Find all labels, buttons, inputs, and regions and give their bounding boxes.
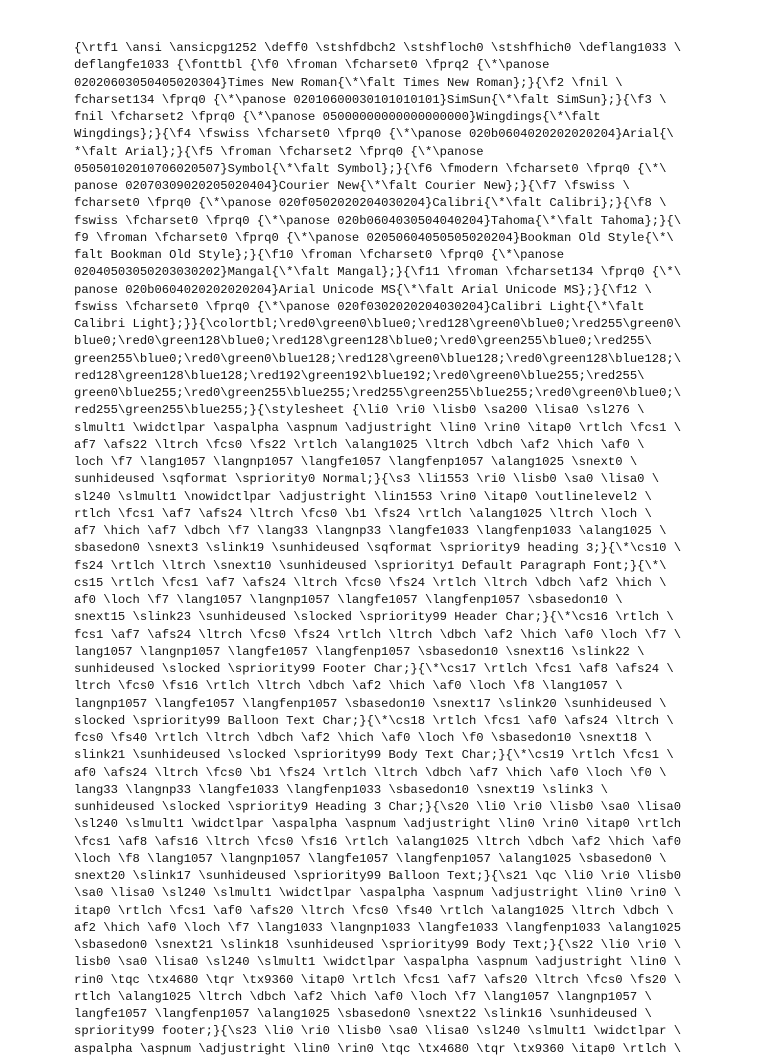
text-line: \sa0 \lisa0 \sl240 \slmult1 \widctlpar \aspalpha \aspnum \adjustright \lin0 \rin0 \: [74, 886, 682, 901]
text-line: Wingdings};}{\f4 \fswiss \fcharset0 \fprq0 {\*\panose 020b0604020202020204}Arial{\: [74, 127, 674, 142]
text-line: af7 \afs22 \ltrch \fcs0 \fs22 \rtlch \alang1025 \ltrch \dbch \af2 \hich \af0 \: [74, 437, 645, 452]
text-line: f9 \froman \fcharset0 \fprq0 {\*\panose 02050604050505020204}Bookman Old Style{\*\: [74, 230, 674, 245]
text-line: \loch \f8 \lang1057 \langnp1057 \langfe1057 \langfenp1057 \alang1025 \sbasedon0 \: [74, 851, 667, 866]
text-line: {\rtf1 \ansi \ansicpg1252 \deff0 \stshfdbch2 \stshfloch0 \stshfhich0 \deflang1033 \: [74, 41, 682, 55]
text-line: fswiss \fcharset0 \fprq0 {\*\panose 020f0302020204030204}Calibri Light{\*\falt: [74, 299, 645, 314]
text-line: \sl240 \slmult1 \widctlpar \aspalpha \aspnum \adjustright \lin0 \rin0 \itap0 \rtlch: [74, 817, 682, 832]
text-line: green0\blue255;\red0\green255\blue255;\red255\green255\blue255;\red0\green0\blue0;\: [74, 386, 682, 400]
text-line: deflangfe1033 {\fonttbl {\f0 \froman \fcharset0 \fprq2 {\*\panose: [74, 58, 550, 73]
text-line: \sbasedon0 \snext21 \slink18 \sunhideused \spriority99 Body Text;}{\s22 \li0 \ri0 \: [74, 938, 682, 952]
text-line: snext15 \slink23 \sunhideused \slocked \spriority99 Header Char;}{\*\cs16 \rtlch \: [74, 610, 674, 625]
text-line: sunhideused \slocked \spriority99 Footer Char;}{\*\cs17 \rtlch \fcs1 \af8 \afs24 \: [74, 662, 674, 676]
text-line: 02040503050203030202}Mangal{\*\falt Mangal};}{\f11 \froman \fcharset134 \fprq0 {\*\: [74, 265, 682, 280]
text-line: af0 \loch \f7 \lang1057 \langnp1057 \langfe1057 \langfenp1057 \sbasedon10 \: [74, 593, 623, 607]
text-line: slink21 \sunhideused \slocked \spriority99 Body Text Char;}{\*\cs19 \rtlch \fcs1 \: [74, 748, 674, 763]
text-line: itap0 \rtlch \fcs1 \af0 \afs20 \ltrch \fcs0 \fs40 \rtlch \alang1025 \ltrch \dbch \: [74, 903, 674, 918]
text-line: rin0 \tqc \tx4680 \tqr \tx9360 \itap0 \rtlch \fcs1 \af7 \afs20 \ltrch \fcs0 \fs20 \: [74, 972, 682, 987]
text-line: sunhideused \slocked \spriority9 Heading 3 Char;}{\s20 \li0 \ri0 \lisb0 \sa0 \lisa0: [74, 800, 682, 814]
text-line: red128\green128\blue128;\red192\green192\blue192;\red0\green0\blue255;\red255\: [74, 368, 645, 383]
text-line: spriority99 footer;}{\s23 \li0 \ri0 \lisb0 \sa0 \lisa0 \sl240 \slmult1 \widctlpar \: [74, 1024, 682, 1039]
text-line: lang1057 \langnp1057 \langfe1057 \langfenp1057 \sbasedon10 \snext16 \slink22 \: [74, 644, 645, 659]
text-line: fnil \fcharset2 \fprq0 {\*\panose 05000000000000000000}Wingdings{\*\falt: [74, 110, 601, 124]
text-line: slocked \spriority99 Balloon Text Char;}{\*\cs18 \rtlch \fcs1 \af0 \afs24 \ltrch \: [74, 713, 674, 728]
text-line: langfe1057 \langfenp1057 \alang1025 \sbasedon0 \snext22 \slink16 \sunhideused \: [74, 1007, 652, 1021]
text-line: *\falt Arial};}{\f5 \froman \fcharset2 \fprq0 {\*\panose: [74, 144, 484, 159]
text-line: lisb0 \sa0 \lisa0 \sl240 \slmult1 \widctlpar \aspalpha \aspnum \adjustright \lin0 \: [74, 955, 682, 970]
text-line: \fcs1 \af8 \afs16 \ltrch \fcs0 \fs16 \rtlch \alang1025 \ltrch \dbch \af2 \hich \af0: [74, 834, 682, 849]
text-line: falt Bookman Old Style};}{\f10 \froman \fcharset0 \fprq0 {\*\panose: [74, 248, 565, 262]
text-line: green255\blue0;\red0\green0\blue128;\red128\green0\blue128;\red0\green128\blue128;\: [74, 351, 682, 366]
text-line: fcharset0 \fprq0 {\*\panose 020f0502020204030204}Calibri{\*\falt Calibri};}{\f8 \: [74, 196, 667, 211]
text-line: ltrch \fcs0 \fs16 \rtlch \ltrch \dbch \af2 \hich \af0 \loch \f8 \lang1057 \: [74, 679, 623, 694]
text-line: rtlch \alang1025 \ltrch \dbch \af2 \hich \af0 \loch \f7 \lang1057 \langnp1057 \: [74, 989, 652, 1004]
text-line: panose 020b0604020202020204}Arial Unicode MS{\*\falt Arial Unicode MS};}{\f12 \: [74, 282, 652, 297]
text-line: blue0;\red0\green128\blue0;\red128\green128\blue0;\red0\green255\blue0;\red255\: [74, 334, 652, 349]
text-line: sl240 \slmult1 \nowidctlpar \adjustright \lin1553 \rin0 \itap0 \outlinelevel2 \: [74, 489, 652, 504]
text-line: langnp1057 \langfe1057 \langfenp1057 \sbasedon10 \snext17 \slink20 \sunhideused \: [74, 696, 667, 711]
text-line: sbasedon0 \snext3 \slink19 \sunhideused \sqformat \spriority9 heading 3;}{\*\cs10 \: [74, 541, 682, 556]
text-line: fcharset134 \fprq0 {\*\panose 02010600030101010101}SimSun{\*\falt SimSun};}{\f3 \: [74, 92, 667, 107]
text-line: af2 \hich \af0 \loch \f7 \lang1033 \langnp1033 \langfe1033 \langfenp1033 \alang1025: [74, 920, 682, 935]
text-line: fcs1 \af7 \afs24 \ltrch \fcs0 \fs24 \rtlch \ltrch \dbch \af2 \hich \af0 \loch \f7 \: [74, 627, 682, 642]
rtf-source-text: [74, 40, 714, 1058]
text-line: slmult1 \widctlpar \aspalpha \aspnum \adjustright \lin0 \rin0 \itap0 \rtlch \fcs1 \: [74, 420, 682, 435]
text-line: 05050102010706020507}Symbol{\*\falt Symbol};}{\f6 \fmodern \fcharset0 \fprq0 {\*\: [74, 161, 667, 176]
text-line: fs24 \rtlch \ltrch \snext10 \sunhideused \spriority1 Default Paragraph Font;}{\*\: [74, 558, 667, 573]
text-line: fcs0 \fs40 \rtlch \ltrch \dbch \af2 \hich \af0 \loch \f0 \sbasedon10 \snext18 \: [74, 731, 652, 745]
text-line: 02020603050405020304}Times New Roman{\*\falt Times New Roman};}{\f2 \fnil \: [74, 75, 623, 90]
text-line: fswiss \fcharset0 \fprq0 {\*\panose 020b0604030504040204}Tahoma{\*\falt Tahoma};}{\: [74, 213, 682, 228]
text-line: rtlch \fcs1 \af7 \afs24 \ltrch \fcs0 \b1 \fs24 \rtlch \alang1025 \ltrch \loch \: [74, 506, 652, 521]
text-line: af0 \afs24 \ltrch \fcs0 \b1 \fs24 \rtlch \ltrch \dbch \af7 \hich \af0 \loch \f0 \: [74, 765, 667, 780]
text-line: cs15 \rtlch \fcs1 \af7 \afs24 \ltrch \fcs0 \fs24 \rtlch \ltrch \dbch \af2 \hich \: [74, 575, 667, 590]
text-line: snext20 \slink17 \sunhideused \spriority99 Balloon Text;}{\s21 \qc \li0 \ri0 \lisb0: [74, 869, 682, 883]
text-line: aspalpha \aspnum \adjustright \lin0 \rin0 \tqc \tx4680 \tqr \tx9360 \itap0 \rtlch \: [74, 1041, 682, 1056]
text-line: panose 02070309020205020404}Courier New{\*\falt Courier New};}{\f7 \fswiss \: [74, 179, 630, 193]
text-line: lang33 \langnp33 \langfe1033 \langfenp1033 \sbasedon10 \snext19 \slink3 \: [74, 782, 608, 797]
text-line: af7 \hich \af7 \dbch \f7 \lang33 \langnp33 \langfe1033 \langfenp1033 \alang1025 \: [74, 524, 667, 538]
text-line: Calibri Light};}}{\colortbl;\red0\green0\blue0;\red128\green0\blue0;\red255\green0\: [74, 317, 682, 331]
text-line: loch \f7 \lang1057 \langnp1057 \langfe1057 \langfenp1057 \alang1025 \snext0 \: [74, 455, 638, 469]
text-line: sunhideused \sqformat \spriority0 Normal;}{\s3 \li1553 \ri0 \lisb0 \sa0 \lisa0 \: [74, 472, 660, 487]
text-line: red255\green255\blue255;}{\stylesheet {\li0 \ri0 \lisb0 \sa200 \lisa0 \sl276 \: [74, 403, 645, 418]
